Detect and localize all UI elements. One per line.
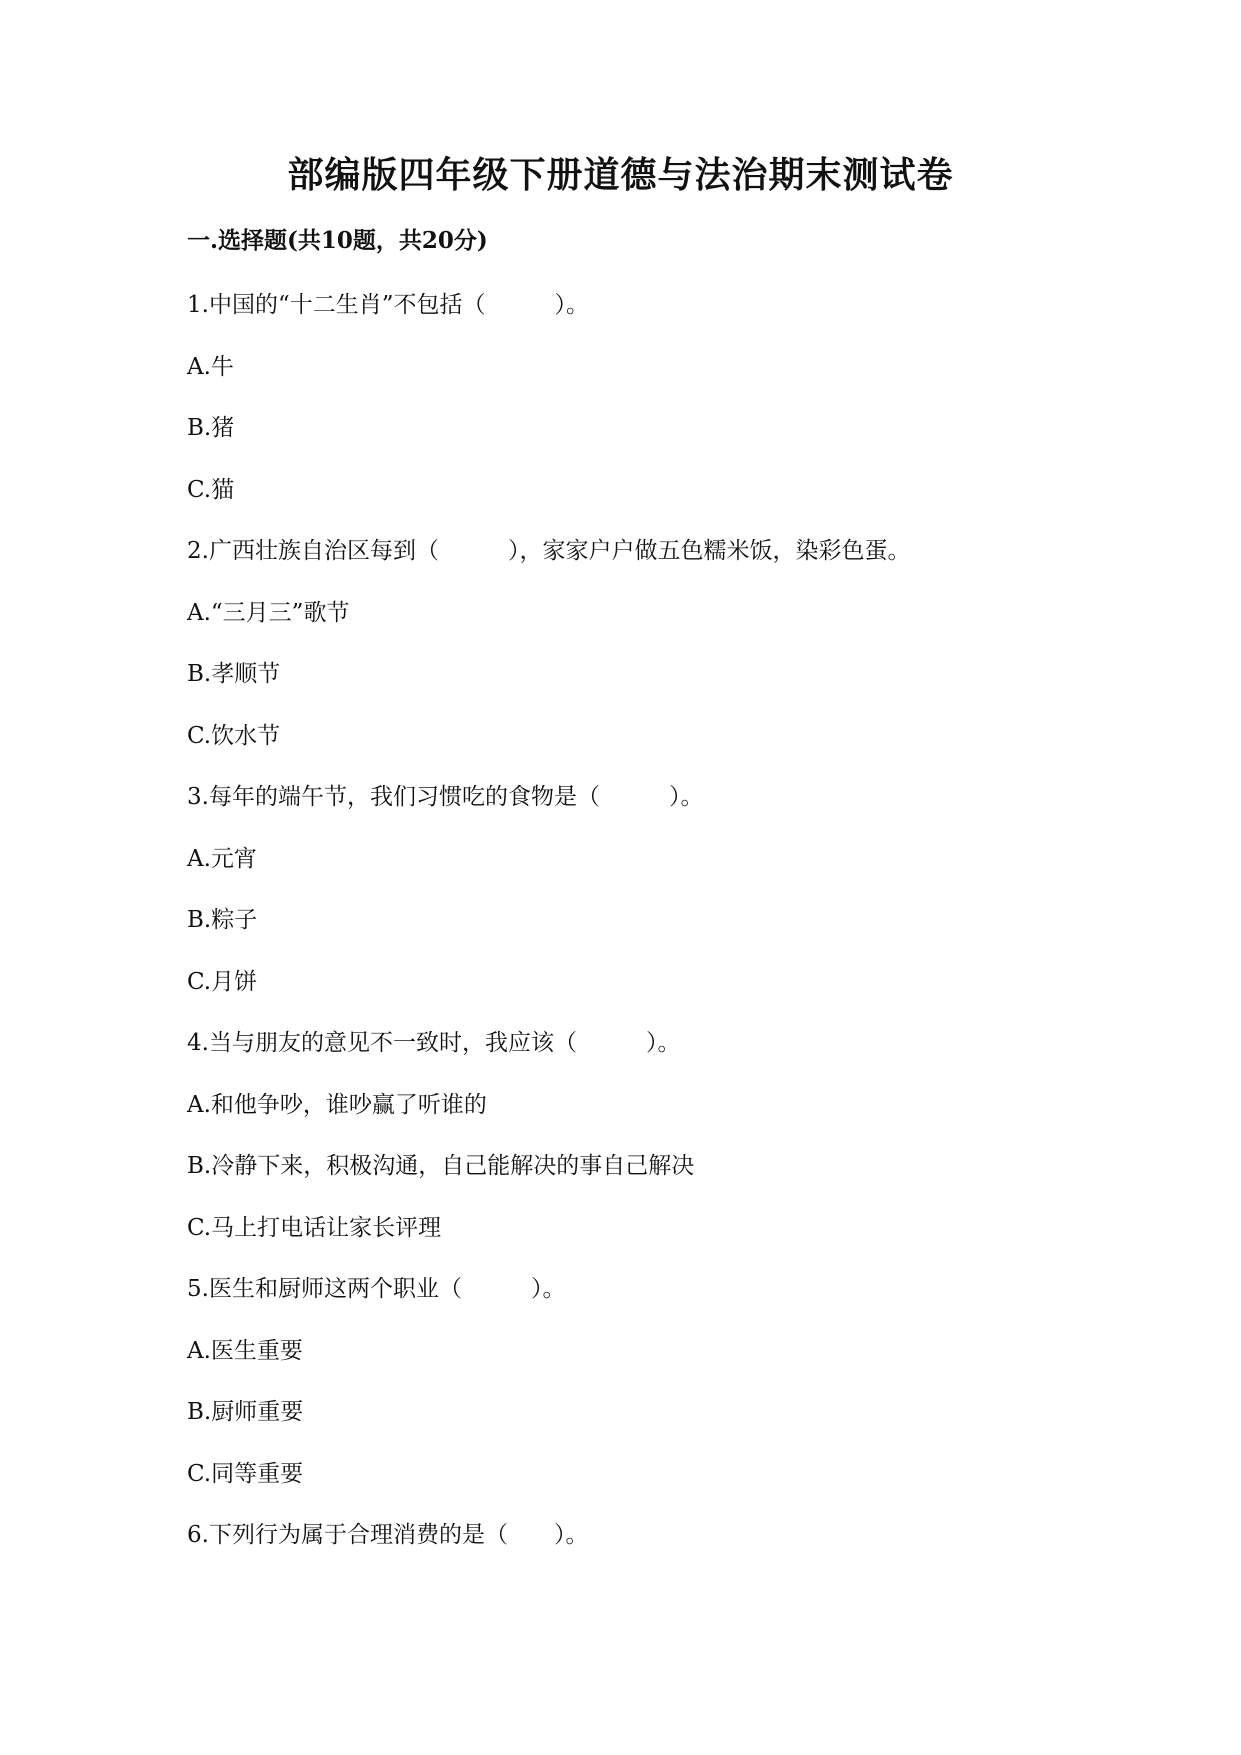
answer-option: C.月饼 <box>187 969 258 995</box>
question-stem: 3.每年的端午节，我们习惯吃的食物是（ ）。 <box>187 784 704 810</box>
answer-option: B.猪 <box>187 415 235 441</box>
answer-option: C.马上打电话让家长评理 <box>187 1215 442 1241</box>
answer-option: C.饮水节 <box>187 723 281 749</box>
answer-option: A.和他争吵，谁吵赢了听谁的 <box>187 1092 487 1118</box>
question-stem: 6.下列行为属于合理消费的是（ ）。 <box>187 1522 589 1548</box>
answer-option: B.孝顺节 <box>187 661 281 687</box>
question-stem: 2.广西壮族自治区每到（ ），家家户户做五色糯米饭，染彩色蛋。 <box>187 538 911 564</box>
answer-option: B.冷静下来，积极沟通，自己能解决的事自己解决 <box>187 1153 695 1179</box>
answer-option: A.元宵 <box>187 846 257 872</box>
page-title: 部编版四年级下册道德与法治期末测试卷 <box>287 154 954 196</box>
question-stem: 5.医生和厨师这两个职业（ ）。 <box>187 1276 566 1302</box>
answer-option: A.“三月三”歌节 <box>187 600 350 626</box>
answer-option: A.医生重要 <box>187 1338 303 1364</box>
question-stem: 4.当与朋友的意见不一致时，我应该（ ）。 <box>187 1030 681 1056</box>
question-stem: 1.中国的“十二生肖”不包括（ ）。 <box>187 292 589 318</box>
answer-option: C.猫 <box>187 477 235 503</box>
section-heading: 一.选择题(共10题，共20分) <box>187 227 488 254</box>
answer-option: B.厨师重要 <box>187 1399 304 1425</box>
answer-option: A.牛 <box>187 354 234 380</box>
answer-option: B.粽子 <box>187 907 258 933</box>
answer-option: C.同等重要 <box>187 1461 304 1487</box>
